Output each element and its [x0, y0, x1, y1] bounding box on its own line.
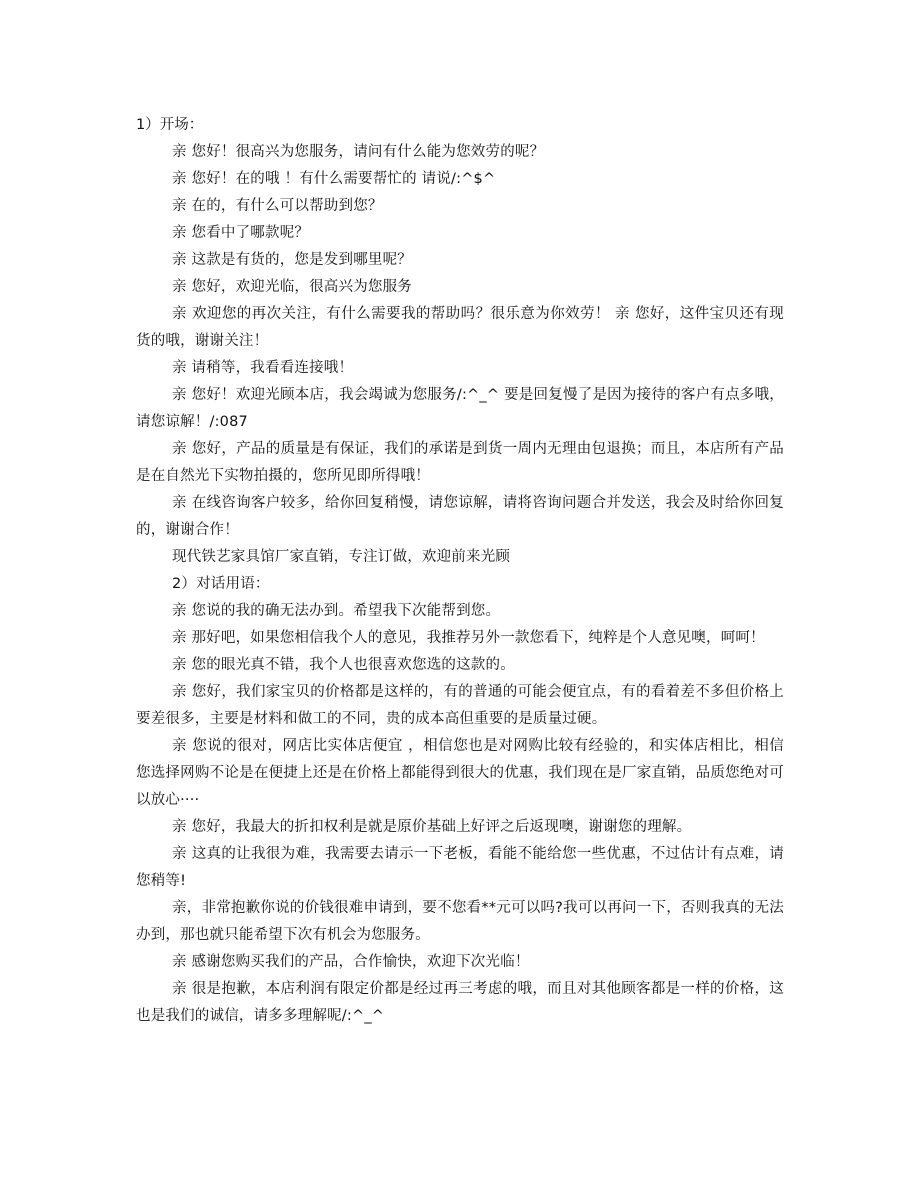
- paragraph: 亲 您好，我最大的折扣权利是就是原价基础上好评之后返现噢，谢谢您的理解。: [172, 819, 692, 835]
- paragraph: 亲 在的，有什么可以帮助到您？: [172, 198, 383, 214]
- document-body: [136, 112, 784, 1030]
- paragraph: 亲 您的眼光真不错，我个人也很喜欢您选的这款的。: [172, 657, 515, 673]
- paragraph: 亲 这真的让我很为难，我需要去请示一下老板，看能不能给您一些优惠，不过估计有点难，请您稍等!: [136, 846, 784, 889]
- paragraph: 亲 很是抱歉，本店利润有限定价都是经过再三考虑的哦，而且对其他顾客都是一样的价格，这也是我们的诚信，请多多理解呢/:^_^: [136, 981, 784, 1024]
- paragraph: 亲 您好！很高兴为您服务，请问有什么能为您效劳的呢？: [172, 144, 545, 160]
- section-heading-dialogue: 2）对话用语：: [172, 576, 270, 592]
- paragraph: 亲 请稍等，我看看连接哦！: [172, 360, 354, 376]
- paragraph: 亲 您好，产品的质量是有保证，我们的承诺是到货一周内无理由包退换；而且，本店所有产品是在自然光下实物拍摄的，您所见即所得哦！: [136, 441, 784, 484]
- paragraph: 亲 您好，欢迎光临，很高兴为您服务: [172, 279, 413, 295]
- paragraph: 亲 欢迎您的再次关注，有什么需要我的帮助吗？很乐意为你效劳！ 亲 您好，这件宝贝还有现货的哦，谢谢关注！: [136, 306, 784, 349]
- paragraph: 亲 感谢您购买我们的产品，合作愉快，欢迎下次光临！: [172, 954, 530, 970]
- section-heading-opening: 1）开场：: [136, 117, 204, 133]
- paragraph: 亲 那好吧，如果您相信我个人的意见，我推荐另外一款您看下，纯粹是个人意见噢，呵呵！: [172, 630, 765, 646]
- paragraph: 亲 您好，我们家宝贝的价格都是这样的，有的普通的可能会便宜点，有的看着差不多但价格上要差很多，主要是材料和做工的不同，贵的成本高但重要的是质量过硬。: [136, 684, 784, 727]
- paragraph: 亲 这款是有货的，您是发到哪里呢？: [172, 252, 413, 268]
- paragraph: 亲 您说的我的确无法办到。希望我下次能帮到您。: [172, 603, 501, 619]
- paragraph: 亲 在线咨询客户较多，给你回复稍慢，请您谅解，请将咨询问题合并发送，我会及时给你回复的，谢谢合作！: [136, 495, 784, 538]
- paragraph: 亲 您说的很对，网店比实体店便宜 ，相信您也是对网购比较有经验的，和实体店相比，相信您选择网购不论是在便捷上还是在价格上都能得到很大的优惠，我们现在是厂家直销，品质您绝对可以放心····: [136, 738, 784, 808]
- paragraph: 亲，非常抱歉你说的价钱很难申请到，要不您看**元可以吗?我可以再问一下，否则我真的无法办到，那也就只能希望下次有机会为您服务。: [136, 900, 784, 943]
- paragraph: 亲 您看中了哪款呢？: [172, 225, 310, 241]
- paragraph: 亲 您好！欢迎光顾本店，我会竭诚为您服务/:^_^ 要是回复慢了是因为接待的客户有点多哦，请您谅解！/:087: [136, 387, 784, 430]
- paragraph: 亲 您好！在的哦 ！有什么需要帮忙的 请说/:^$^: [172, 171, 496, 187]
- paragraph: 现代铁艺家具馆厂家直销，专注订做，欢迎前来光顾: [172, 549, 511, 565]
